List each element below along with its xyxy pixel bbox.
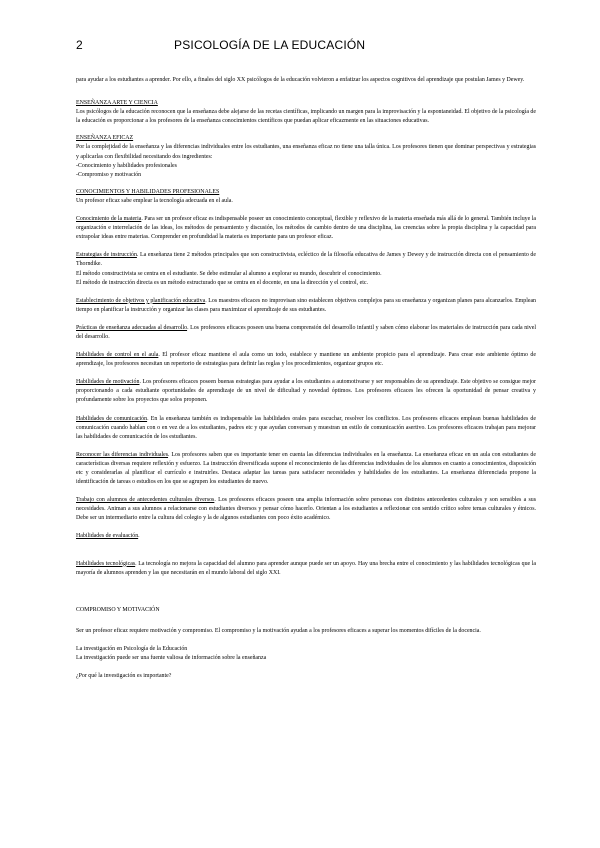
- paragraph-trabajo: Trabajo con alumnos de antecedentes culturales diversos. Los profesores eficaces poseen una amplia información sobre personas con distintos antecedentes culturales y son sensibles a sus necesidades. Animan a sus alumnos a relacionarse con estudiantes diversos y pensar cómo hacerlo. Orientan a los estudiantes a reflexionar con sentido crítico sobre temas culturales y étnicos. Debe ser un intermediario entre la cultura del colegio y la de algunos estudiantes con poco éxito académico.: [76, 497, 537, 522]
- label-motivacion: Habilidades de motivación: [76, 379, 140, 386]
- section-heading-conocimientos: CONOCIMIENTOS Y HABILIDADES PROFESIONALES: [76, 188, 220, 195]
- document-body: [76, 76, 536, 681]
- paragraph-objetivos: Establecimiento de objetivos y planificación educativa. Los maestros eficaces no improvisan sino establecen objetivos complejos para su enseñanza y organizan planes para alcanzarlos. Emplean tiempo en planificar la instrucción y organizar las clases para maximizar el aprendizaje de sus estudiantes.: [76, 297, 537, 313]
- label-trabajo: Trabajo con alumnos de antecedentes culturales diversos: [76, 497, 215, 504]
- section-heading-arte: ENSEÑANZA ARTE Y CIENCIA: [76, 100, 158, 107]
- page-header: [76, 38, 536, 52]
- label-practicas: Prácticas de enseñanza adecuadas al desarrollo: [76, 324, 188, 331]
- paragraph-estrategias-directa: El método de instrucción directa es un método estructurado que se centra en el docente, en una la dirección y el control, etc.: [76, 279, 368, 286]
- paragraph-evaluacion: Habilidades de evaluación.: [76, 533, 140, 540]
- page-number: 2: [76, 38, 83, 52]
- paragraph-tecnologicas: Habilidades tecnológicas. La tecnología no mejora la capacidad del alumno para aprender aunque puede ser un apoyo. Hay una brecha entre el conocimiento y las habilidades tecnológicas que la mayoría de alumnos aprenden y las que necesitarán en el mundo laboral del siglo XXI.: [76, 560, 536, 576]
- paragraph-conocimientos: Un profesor eficaz sabe emplear la tecnología adecuada en el aula.: [76, 197, 233, 204]
- paragraph-estrategias: Estrategias de instrucción. La enseñanza tiene 2 métodos principales que son constructivista, ecléctico de la filosofía educativa de James y Dewey y de instrucción directa con el pensamiento de Thorndike.: [76, 252, 536, 268]
- paragraph-diferencias: Reconocer las diferencias individuales. Los profesores saben que es importante tener en cuenta las diferencias individuales en la enseñanza. La enseñanza eficaz en un aula con estudiantes de características diversas requiere reflexión y esfuerzo. La instrucción diversificada supone el reconocimiento de las diferencias individuales de los alumnos en cuanto a conocimientos, disposición etc y considerarlas al planificar el currículo e instruirles. Destaca adaptar las tareas para satisfacer necesidades y habilidades de los estudiantes. La enseñanza diferenciada propone la identificación de tareas o estudios en los que se agrupen los estudiantes de nuevo.: [76, 451, 536, 486]
- paragraph-materia: Conocimiento de la materia. Para ser un profesor eficaz es indispensable poseer un conocimiento conceptual, flexible y reflexivo de la materia enseñada más allá de lo general. También incluye la organización e interrelación de las ideas, los métodos de pensamiento y discusión, los métodos de cambio dentro de una disciplina, las creencias sobre la propia disciplina y la capacidad para extrapolar ideas entre materias. Comprender en profundidad la materia es importante para un profesor eficaz.: [76, 216, 536, 241]
- running-head-title: PSICOLOGÍA DE LA EDUCACIÓN: [174, 38, 366, 52]
- paragraph-motivacion: Habilidades de motivación. Los profesores eficaces poseen buenas estrategias para ayudar a los estudiantes a automotivarse y ser responsables de su aprendizaje. Este objetivo se consigue mejor proporcionando a cada estudiante oportunidades de aprendizaje de un nivel de dificultad y novedad óptimos. Los profesores eficaces les ofrecen la oportunidad de pensar creativa y profundamente sobre los proyectos que solos proponen.: [76, 379, 536, 404]
- paragraph-investigacion-title: La investigación en Psicología de la Educación: [76, 645, 188, 652]
- question-investigacion: ¿Por qué la investigación es importante?: [76, 673, 172, 680]
- label-tecnologicas: Habilidades tecnológicas: [76, 560, 136, 567]
- label-comunicacion: Habilidades de comunicación: [76, 415, 148, 422]
- list-item-compromiso: -Compromiso y motivación: [76, 171, 142, 178]
- label-control: Habilidades de control en el aula: [76, 352, 159, 359]
- paragraph-investigacion-fuente: La investigación puede ser una fuente valiosa de información sobre la enseñanza: [76, 655, 267, 662]
- list-item-conocimiento: -Conocimiento y habilidades profesionales: [76, 162, 177, 169]
- paragraph-control: Habilidades de control en el aula. El profesor eficaz mantiene el aula como un todo, establece y mantiene un ambiente propicio para el aprendizaje. Para crear este ambiente óptimo de aprendizaje, los profesores necesitan un repertorio de estrategias para definir las reglas y los procedimientos, organizar grupos etc.: [76, 352, 536, 368]
- intro-paragraph: para ayudar a los estudiantes a aprender. Por ello, a finales del siglo XX psicólogos de la educación volvieron a enfatizar los aspectos cognitivos del aprendizaje que postulan James y Dewey.: [76, 77, 525, 83]
- label-objetivos: Establecimiento de objetivos y planificación educativa: [76, 297, 206, 304]
- paragraph-compromiso: Ser un profesor eficaz requiere motivación y compromiso. El compromiso y la motivación ayudan a los profesores eficaces a superar los momentos difíciles de la docencia.: [76, 627, 481, 634]
- section-heading-compromiso: COMPROMISO Y MOTIVACIÓN: [76, 606, 160, 613]
- paragraph-estrategias-constructivista: El método constructivista se centra en el estudiante. Se debe estimular al alumno a explorar su mundo, descubrir el conocimiento.: [76, 270, 382, 277]
- label-estrategias: Estrategias de instrucción: [76, 252, 137, 259]
- label-materia: Conocimiento de la materia: [76, 216, 142, 223]
- section-heading-eficaz: ENSEÑANZA EFICAZ: [76, 135, 134, 142]
- paragraph-eficaz: Por la complejidad de la enseñanza y las diferencias individuales entre los estudiantes, una enseñanza eficaz no tiene una talla única. Los profesores tienen que dominar perspectivas y estrategias y aplicarlas con flexibilidad necesitando dos ingredientes:: [76, 144, 536, 160]
- paragraph-practicas: Prácticas de enseñanza adecuadas al desarrollo. Los profesores eficaces poseen una buena comprensión del desarrollo infantil y saben cómo elaborar los materiales de instrucción para cada nivel del desarrollo.: [76, 324, 536, 340]
- paragraph-arte: Los psicólogos de la educación reconocen que la enseñanza debe alejarse de las recetas científicas, implicando un margen para la improvisación y la espontaneidad. El objetivo de la psicología de la educación es proporcionar a los profesores de la enseñanza conocimientos científicos que puedan aplicar eficazmente en las situaciones educativas.: [76, 109, 536, 125]
- label-diferencias: Reconocer las diferencias individuales: [76, 451, 169, 458]
- label-evaluacion: Habilidades de evaluación: [76, 533, 139, 540]
- paragraph-comunicacion: Habilidades de comunicación. En la enseñanza también es indispensable las habilidades orales para escuchar, resolver los conflictos. Los profesores eficaces emplean buenas habilidades de comunicación cuando hablan con o en vez de a los estudiantes, padres etc y que ayudan conversan y muestran un estilo de comunicación asertivo. Los profesores eficaces trabajan para mejorar las habilidades de comunicación de los estudiantes.: [76, 415, 536, 440]
